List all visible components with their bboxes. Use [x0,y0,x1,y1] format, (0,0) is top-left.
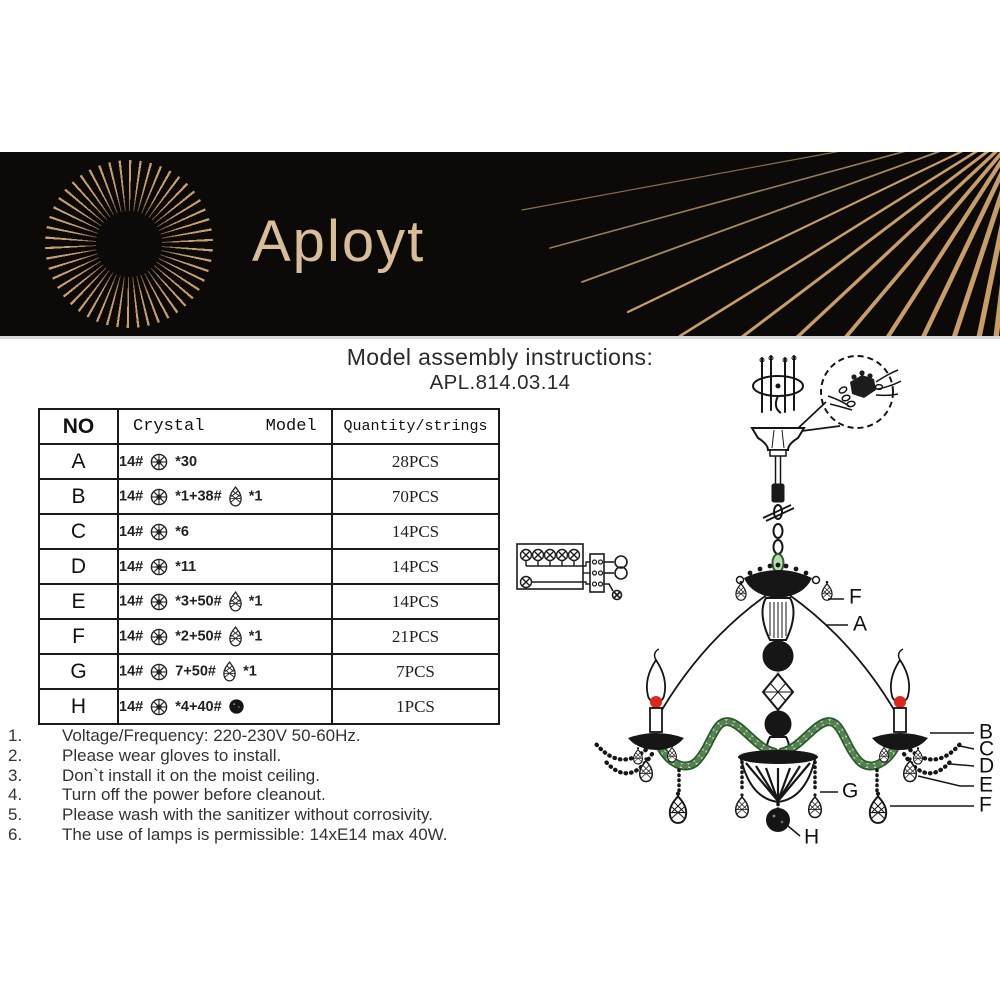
crystal-text: *4+40# [175,698,222,715]
candle-bobeche [628,733,684,750]
quantity-cell: 28PCS [332,444,499,479]
note-item [0,766,520,786]
table-row [39,549,499,584]
bead-crystal-icon [149,697,169,717]
crystal-text: *1 [248,593,263,610]
quantity-cell: 70PCS [332,479,499,514]
bead-crystal-icon [149,452,169,472]
crystal-text: 14# [119,628,144,645]
note-number: 5. [8,805,23,825]
crystal-model-cell [118,444,332,479]
note-number: 6. [8,824,23,844]
crystal-text: *1+38# [175,488,222,505]
crystal-model-cell [118,619,332,654]
table-row [39,444,499,479]
sunburst-logo-icon [45,160,213,328]
bead-crystal-icon [149,487,169,507]
right-candle [872,649,928,750]
drop-crystal-icon [228,486,243,507]
suspension-chain [763,456,794,572]
note-text: Turn off the power before cleanout. [62,785,326,805]
crystal-text: 7+50# [175,663,216,680]
crystal-text: 14# [119,558,144,575]
label-g: G [842,779,859,803]
quantity-cell: 14PCS [332,549,499,584]
note-number: 1. [8,726,23,745]
crystal-model-cell [118,479,332,514]
row-letter: G [39,654,118,689]
quantity-cell: 14PCS [332,584,499,619]
bead-crystal-icon [149,627,169,647]
table-row [39,619,499,654]
page-title: Model assembly instructions: [346,344,654,370]
beaded-sphere-upper [763,641,793,671]
note-text: Please wash with the sanitizer without corrosivity. [62,805,434,825]
table-row [39,514,499,549]
ceiling-canopy [752,428,804,456]
bead-crystal-icon [149,592,169,612]
bulb [894,696,906,708]
model-number: APL.814.03.14 [429,371,571,394]
candle-bobeche [872,733,928,750]
ball-crystal-icon [228,698,245,715]
crown-drop-left [736,581,746,600]
note-item [0,805,520,825]
row-letter: F [39,619,118,654]
crystal-text: *1 [248,488,263,505]
crystal-model-cell [118,584,332,619]
crystal-text: 14# [119,663,144,680]
crystal-model-cell [118,514,332,549]
table-row [39,654,499,689]
wiring-schematic [517,544,627,600]
row-letter: A [39,444,118,479]
crown-drop-right [822,581,832,600]
note-number: 4. [8,785,23,805]
note-item [0,726,520,746]
header-quantity: Quantity/strings [332,409,499,444]
row-letter: D [39,549,118,584]
bottom-bowl [736,750,822,832]
label-e: E [979,773,994,797]
note-item [0,746,520,766]
drop-crystal-icon [228,591,243,612]
crystal-text: 14# [119,523,144,540]
crystal-text: 14# [119,698,144,715]
table-row [39,479,499,514]
table-header-row [39,409,499,444]
quantity-cell: 14PCS [332,514,499,549]
crystal-text: 14# [119,453,144,470]
label-h: H [804,825,820,849]
header-crystal-model: Crystal Model [118,409,332,444]
bulb [650,696,662,708]
bead-crystal-icon [149,557,169,577]
table-row [39,689,499,724]
crystal-model-cell [118,689,332,724]
note-text: The use of lamps is permissible: 14xE14 max 40W. [62,824,448,844]
label-f-string: F [849,585,862,609]
flame-glass [891,660,909,702]
note-number: 2. [8,745,23,765]
quantity-cell: 7PCS [332,654,499,689]
row-letter: C [39,514,118,549]
center-column [763,598,794,756]
note-text: Please wear gloves to install. [62,745,282,765]
bead-crystal-icon [149,662,169,682]
note-text: Don`t install it on the moist ceiling. [62,765,320,785]
brand-name: Aployt [252,209,426,274]
crystal-text: *1 [248,628,263,645]
crystal-text: *6 [175,523,189,540]
corner-rays-decoration [520,152,1000,336]
label-b: B [979,720,994,744]
crystal-text: *11 [175,558,197,575]
flame-glass [647,660,665,702]
crystal-text: *2+50# [175,628,222,645]
note-item [0,825,520,845]
crystal-model-cell [118,654,332,689]
quantity-cell: 1PCS [332,689,499,724]
row-letter: B [39,479,118,514]
safety-notes [0,726,520,845]
row-letter: H [39,689,118,724]
label-f-drop: F [979,793,992,817]
crystal-model-cell [118,549,332,584]
crystal-text: 14# [119,593,144,610]
crystal-text: 14# [119,488,144,505]
crown-bobeche [736,563,832,601]
label-a: A [853,612,868,636]
wiring-detail-circle [794,356,901,432]
label-c: C [979,737,995,761]
crystal-text: *3+50# [175,593,222,610]
left-candle [628,649,684,750]
crystal-text: *30 [175,453,198,470]
drop-crystal-icon [222,661,237,682]
note-text: Voltage/Frequency: 220-230V 50-60Hz. [62,726,361,745]
drop-crystal-icon [228,626,243,647]
brand-banner [0,152,1000,339]
quantity-cell: 21PCS [332,619,499,654]
bottom-ball [766,808,790,832]
crystal-parts-table [38,408,500,725]
crystal-text: *1 [243,663,257,680]
note-item [0,785,520,805]
header-no: NO [39,409,118,444]
note-number: 3. [8,765,23,785]
label-d: D [979,754,995,778]
bead-crystal-icon [149,522,169,542]
row-letter: E [39,584,118,619]
chandelier-assembly-drawing [490,342,1000,882]
beaded-sphere-lower [765,711,791,737]
table-row [39,584,499,619]
ceiling-mount [753,356,803,413]
